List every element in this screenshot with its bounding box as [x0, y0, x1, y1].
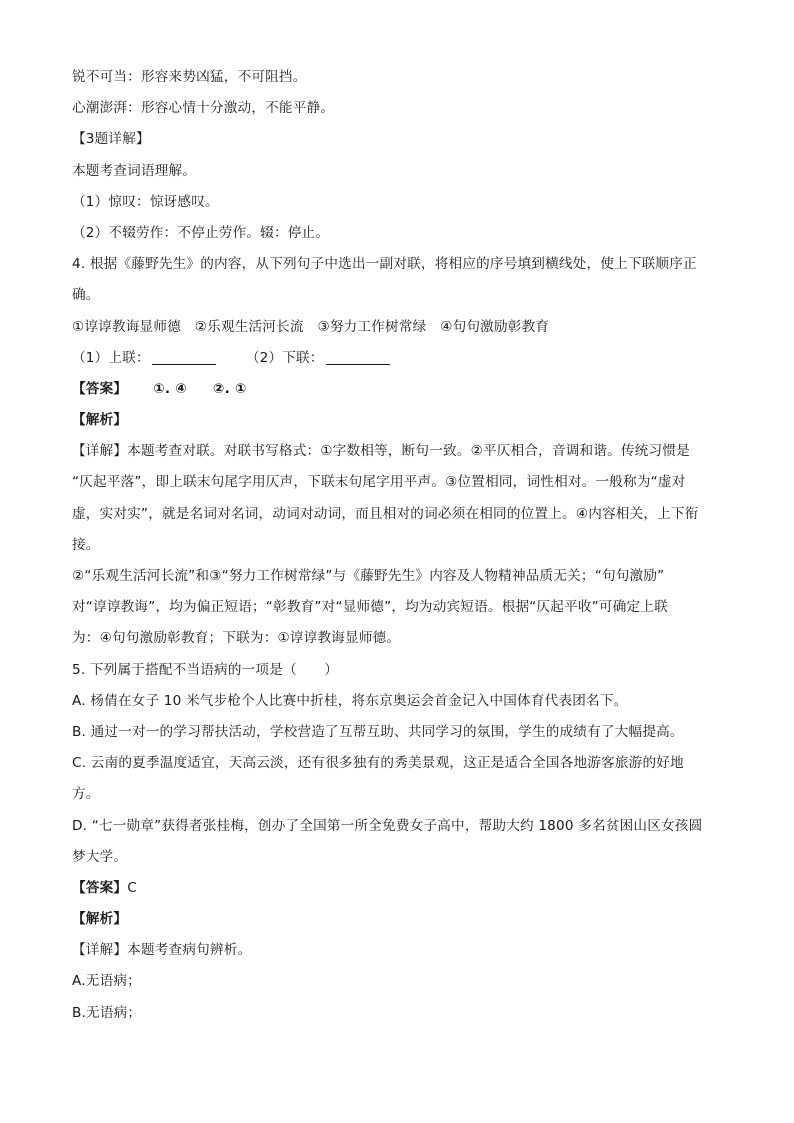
option-c-continued: 方。: [72, 786, 100, 803]
options-line: ①谆谆教诲显师德 ②乐观生活河长流 ③努力工作树常绿 ④句句激励彰教育: [72, 318, 550, 335]
analysis-label: 【解析】: [72, 911, 128, 928]
text-line: 为：④句句激励彰教育；下联为：①谆谆教诲显师德。: [72, 630, 401, 647]
text-line: 本题考查词语理解。: [72, 162, 197, 179]
text-line: 心潮澎湃：形容心情十分激动，不能平静。: [72, 100, 335, 117]
question-5: 5. 下列属于搭配不当语病的一项是（ ）: [72, 661, 339, 678]
analysis-label: 【解析】: [72, 412, 128, 429]
text-line: ②“乐观生活河长流”和③“努力工作树常绿”与《藤野先生》内容及人物精神品质无关；“句句激励”: [72, 568, 665, 584]
text-line: 确。: [72, 287, 100, 304]
text-line: 虚，实对实”，就是名词对名词，动词对动词，而且相对的词必须在相同的位置上。④内容相关，上下衔: [72, 505, 699, 522]
text-line: 【详解】本题考查对联。对联书写格式：①字数相等，断句一致。②平仄相合，音调和谐。传统习惯是: [72, 443, 690, 460]
text-line: B.无语病；: [72, 1004, 142, 1021]
text-line: A.无语病；: [72, 973, 141, 990]
section-heading: 【3题详解】: [72, 131, 150, 148]
answer-label: 【答案】: [72, 380, 128, 397]
text-line: （2）不辍劳作：不停止劳作。辍：停止。: [72, 224, 330, 241]
answer-line: [72, 374, 722, 405]
document-page: [72, 62, 722, 1029]
answer-value: C: [127, 879, 137, 896]
upper-couplet-blank: [152, 350, 216, 365]
lower-couplet-blank: [326, 350, 390, 365]
text-line: （1）惊叹：惊讶感叹。: [72, 193, 219, 210]
text-line: 锐不可当：形容来势凶猛，不可阻挡。: [72, 69, 307, 85]
option-c: C. 云南的夏季温度适宜，天高云淡，还有很多独有的秀美景观，这正是适合全国各地游客旅游的好地: [72, 755, 684, 772]
answer-2: ②. ①: [212, 380, 247, 397]
answer-line: [72, 873, 722, 904]
text-line: 接。: [72, 536, 100, 553]
option-d-continued: 梦大学。: [72, 848, 128, 865]
question-4: 4. 根据《藤野先生》的内容，从下列句子中选出一副对联，将相应的序号填到横线处，使上下联顺序正: [72, 256, 697, 273]
answer-label: 【答案】: [72, 879, 128, 896]
option-b: B. 通过一对一的学习帮扶活动，学校营造了互帮互助、共同学习的氛围，学生的成绩有了大幅提高。: [72, 723, 684, 740]
answer-1: ①. ④: [153, 380, 187, 397]
lower-couplet-label: （2）下联：: [245, 349, 324, 366]
upper-couplet-label: （1）上联：: [72, 349, 150, 366]
fill-blank-line: [72, 343, 722, 374]
text-line: “仄起平落”，即上联末句尾字用仄声，下联末句尾字用平声。③位置相同，词性相对。一般称为“虚对: [72, 474, 686, 491]
text-line: 【详解】本题考查病句辨析。: [72, 942, 252, 959]
option-a: A. 杨倩在女子 10 米气步枪个人比赛中折桂，将东京奥运会首金记入中国体育代表团名下。: [72, 692, 628, 709]
text-line: 对“谆谆教诲”，均为偏正短语；“彰教育”对“显师德”，均为动宾短语。根据“仄起平收”可确定上联: [72, 599, 668, 616]
option-d: D. “七一勋章”获得者张桂梅，创办了全国第一所全免费女子高中，帮助大约 1800 多名贫困山区女孩圆: [72, 817, 703, 834]
